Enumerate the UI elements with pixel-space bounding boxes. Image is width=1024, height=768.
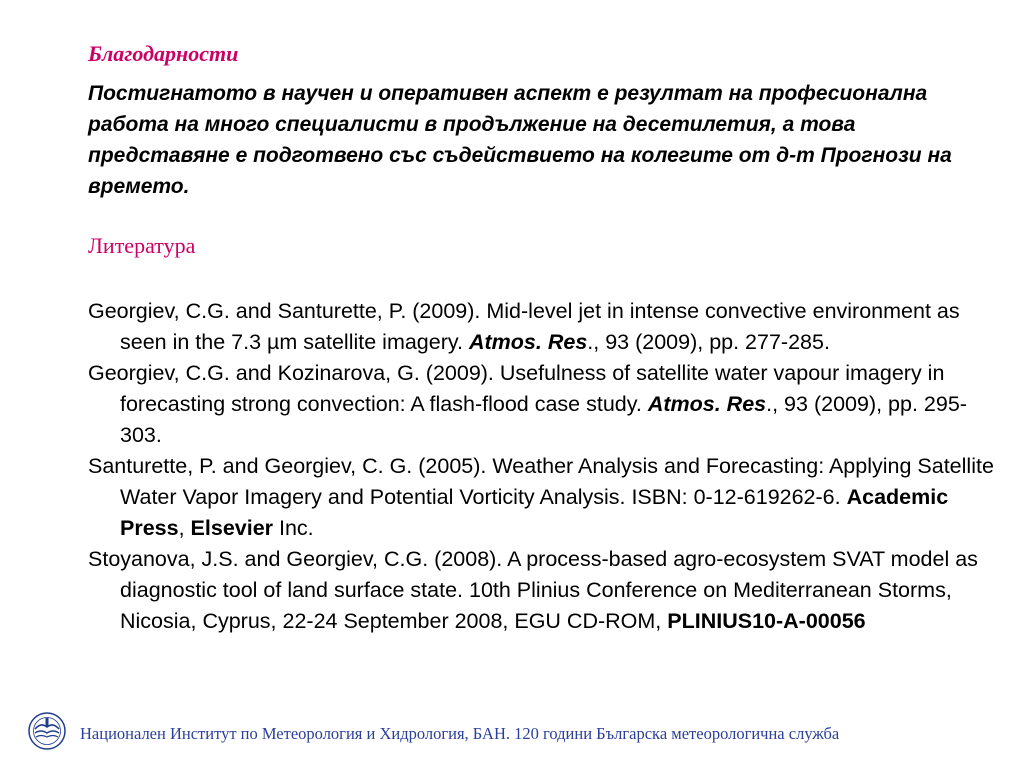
nimh-logo-icon [28,712,66,750]
reference-text: Stoyanova, J.S. and Georgiev, C.G. (2008). A process-based agro-ecosystem SVAT model as diagnostic tool of land surface state. 10th Plinius Conference on Mediterranean Storms, Nicosia, Cyprus, 22-24 September 2008, EGU CD-ROM, [88,547,978,633]
reference-tail: ., 93 (2009), pp. 277-285. [587,330,830,354]
references-list [88,296,998,637]
reference-item [88,296,998,358]
reference-text: Georgiev, C.G. and Santurette, P. (2009). Mid-level jet in intense convective environment as seen in the 7.3 µm satellite imagery. [88,299,960,354]
reference-journal: Atmos. Res [647,392,767,416]
reference-code: PLINIUS10-A-00056 [667,609,866,633]
footer-text: Национален Институт по Метеорология и Хидрология, БАН. 120 години Българска метеорологична служба [80,724,840,743]
reference-tail: Inc. [273,516,314,540]
reference-text: Georgiev, C.G. and Kozinarova, G. (2009). Usefulness of satellite water vapour imagery in forecasting strong convection: A flash-flood case study. [88,361,945,416]
reference-item [88,358,998,451]
reference-journal: Atmos. Res [469,330,588,354]
acknowledgements-title: Благодарности [88,41,239,66]
reference-publisher: Academic Press [120,485,949,540]
reference-tail: ., 93 (2009), pp. 295-303. [120,392,967,447]
acknowledgements-text: Постигнатото в научен и оперативен аспект е резултат на професионална работа на много специалисти в продължение на десетилетия, а това представяне е подготвено със съдействието на колегите от д-т Прогнози на времето. [88,82,952,198]
reference-separator: , [178,516,191,540]
reference-item [88,544,998,637]
reference-item [88,451,998,544]
literature-title: Литература [88,233,196,258]
reference-publisher-2: Elsevier [190,516,274,540]
reference-text: Santurette, P. and Georgiev, C. G. (2005). Weather Analysis and Forecasting: Applying Satellite Water Vapor Imagery and Potential Vorticity Analysis. ISBN: 0-12-619262-6. [88,454,994,509]
